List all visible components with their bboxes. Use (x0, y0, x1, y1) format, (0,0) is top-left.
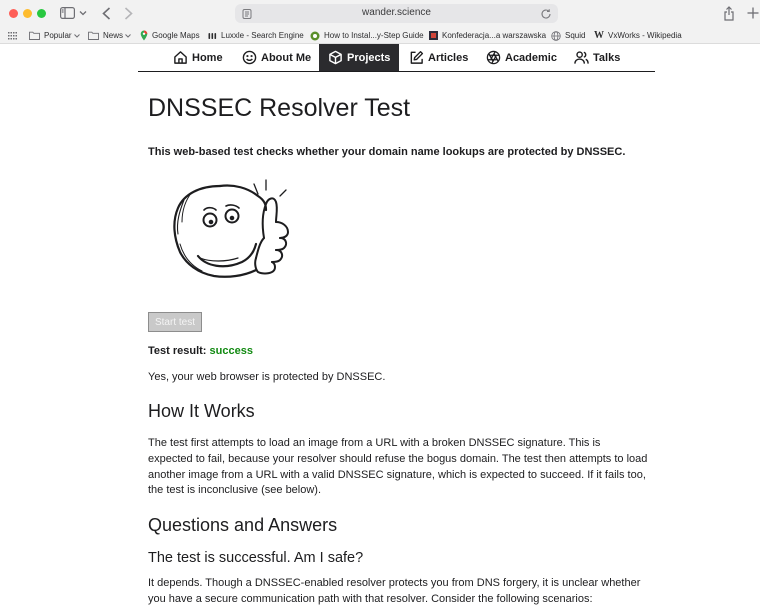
chevron-down-icon (125, 31, 131, 40)
folder-icon (88, 31, 99, 40)
back-arrow-icon[interactable] (99, 5, 113, 21)
thumbs-up-rage-face-icon (170, 178, 296, 282)
new-tab-plus-icon[interactable] (746, 5, 760, 21)
bookmarks-bar (0, 27, 760, 44)
url-text[interactable]: wander.science (362, 7, 431, 18)
site-nav (138, 44, 655, 72)
users-icon (574, 50, 589, 65)
bookmark-label: Konfederacja...a warszawska (442, 31, 547, 40)
browser-titlebar (0, 0, 760, 27)
bookmark-label: Luxxle - Search Engine (221, 31, 304, 40)
how-it-works-text: The test first attempts to load an image from a URL with a broken DNSSEC signature. This is expected to fail, because your resolver should refuse the bogus domain. The test then attempts to load another image from a URL with a valid DNSSEC signature, which is expected to succeed. If it fails too, the test is inconclusive (see below). (148, 437, 648, 497)
address-bar[interactable] (235, 4, 558, 23)
bookmark-label: How to Instal...y-Step Guide (324, 31, 424, 40)
aperture-icon (486, 50, 501, 65)
konfederacja-icon (429, 31, 438, 40)
bookmark-label: Squid (565, 31, 586, 40)
home-icon (173, 50, 188, 65)
test-result-message: Yes, your web browser is protected by DNSSEC. (148, 371, 386, 383)
nav-projects[interactable] (319, 44, 399, 71)
nav-label: About Me (261, 51, 312, 64)
test-result-value: success (209, 345, 253, 357)
bookmark-popular[interactable] (29, 29, 80, 42)
how-it-works-heading: How It Works (148, 401, 255, 421)
start-test-button[interactable]: Start test (148, 312, 202, 332)
nav-label: Articles (428, 51, 469, 64)
bookmark-label: Google Maps (152, 31, 200, 40)
lead-paragraph: This web-based test checks whether your domain name lookups are protected by DNSSEC. (148, 146, 626, 158)
apps-grid-icon[interactable] (8, 29, 17, 42)
close-window-button[interactable] (9, 9, 18, 18)
question-heading: The test is successful. Am I safe? (148, 550, 364, 566)
nav-home[interactable] (173, 44, 223, 71)
chevron-down-icon[interactable] (78, 5, 88, 21)
nav-articles[interactable] (409, 44, 468, 71)
bookmark-label: News (103, 31, 124, 40)
nav-about-me[interactable] (242, 44, 311, 71)
minimize-window-button[interactable] (23, 9, 32, 18)
bookmark-squid[interactable] (551, 29, 585, 42)
smiley-icon (242, 50, 257, 65)
zoom-window-button[interactable] (37, 9, 46, 18)
page-title: DNSSEC Resolver Test (148, 94, 411, 122)
globe-green-icon (310, 31, 320, 41)
bookmark-vxworks-wikipedia[interactable] (594, 29, 682, 42)
bookmark-label: Popular (44, 31, 72, 40)
nav-label: Talks (593, 51, 621, 64)
bookmark-how-to-install[interactable] (310, 29, 424, 42)
cube-icon (328, 50, 343, 65)
nav-label: Projects (347, 51, 391, 64)
globe-icon (551, 31, 561, 41)
test-result-label: Test result: (148, 345, 207, 357)
wikipedia-icon: W (594, 30, 604, 41)
bookmark-luxxle[interactable] (208, 29, 304, 42)
sidebar-toggle-icon[interactable] (58, 5, 76, 21)
folder-icon (29, 31, 40, 40)
nav-talks[interactable] (574, 44, 620, 71)
share-icon[interactable] (722, 5, 736, 21)
answer-text: It depends. Though a DNSSEC-enabled resolver protects you from DNS forgery, it is unclear whether you have a secure communication path with that resolver. Consider the following scenarios: (148, 577, 641, 605)
map-pin-icon (140, 30, 148, 41)
bookmark-news[interactable] (88, 29, 131, 42)
bookmark-label: VxWorks - Wikipedia (608, 31, 682, 40)
edit-icon (409, 50, 424, 65)
test-result (148, 345, 253, 357)
luxxle-icon (208, 32, 217, 40)
nav-label: Academic (505, 51, 557, 64)
chevron-down-icon (74, 31, 80, 40)
bookmark-konfederacja[interactable] (429, 29, 546, 42)
reload-icon[interactable] (540, 7, 552, 19)
nav-academic[interactable] (486, 44, 557, 71)
nav-label: Home (192, 51, 223, 64)
bookmark-google-maps[interactable] (140, 29, 200, 42)
forward-arrow-icon[interactable] (121, 5, 135, 21)
questions-and-answers-heading: Questions and Answers (148, 515, 338, 535)
